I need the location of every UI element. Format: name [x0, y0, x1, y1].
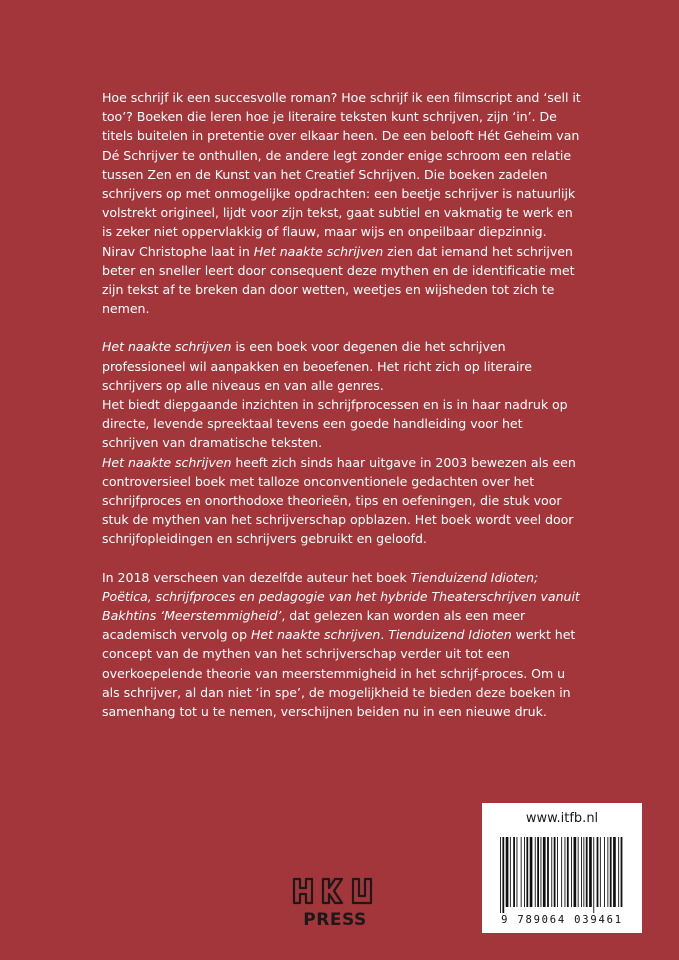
p5-text: heeft zich sinds haar uitgave in 2003 bewezen als een controversieel boek met talloze onconventionele gedachten over het schrijfproces en onorthodoxe theorieën, tips en oefeningen, die stuk voor stuk de mythen van het schrijverschap opblazen. Het boek wordt veel door schrijfopleidingen en schrijvers gebruikt en geloofd. [102, 454, 576, 547]
p4-text: Het biedt diepgaande inzichten in schrijfprocessen en is in haar nadruk op directe, levende spreektaal tevens een goede handleiding voor het schrijven van dramatische teksten. [102, 397, 568, 451]
website-url: www.itfb.nl [525, 811, 599, 826]
p2-part-a: Nirav Christophe laat in [102, 243, 254, 259]
paragraph-sequel [102, 568, 582, 722]
isbn-number: 9 789064 039461 [501, 914, 623, 926]
paragraph-intro [102, 88, 582, 318]
book-title-italic: Het naakte schrijven [253, 243, 384, 259]
hku-press-logo [291, 876, 379, 928]
p2-part-b: zien dat iemand het schrijven beter en sneller leert door consequent deze mythen en de identificatie met zijn tekst af te breken dan door wetten, weetjes en wijsheden tot zich te nemen. [102, 243, 575, 317]
p6-part-a: In 2018 verscheen van dezelfde auteur het boek [102, 569, 411, 585]
book-title-italic: Het naakte schrijven [102, 339, 232, 355]
p6-part-c: . [380, 627, 389, 643]
logo-press-text: PRESS [303, 910, 367, 928]
sequel-title-italic: Tienduizend Idioten [388, 627, 512, 643]
paragraph-audience [102, 337, 582, 548]
barcode-panel [482, 803, 642, 933]
book-title-italic: Het naakte schrijven [102, 454, 232, 470]
book-title-italic: Het naakte schrijven [250, 627, 381, 643]
back-cover-text [102, 88, 582, 721]
barcode-icon [498, 837, 626, 913]
author-intro-text [102, 244, 574, 317]
p6-part-b: , dat gelezen kan worden als een meer academisch vervolg op [102, 608, 526, 643]
p3-text: is een boek voor degenen die het schrijven professioneel wil aanpakken en beoefenen. Het richt zich op literaire schrijvers op alle niveaus en van alle genres. [102, 339, 532, 393]
sequel-title-italic: Tienduizend Idioten; Poëtica, schrijfproces en pedagogie van het hybride Theaterschrijven vanuit Bakhtins ‘Meerstemmigheid’ [102, 569, 580, 624]
p6-part-d: werkt het concept van de mythen van het schrijverschap verder uit tot een overkoepelende theorie van meerstemmigheid in het schrijf-proces. Om u als schrijver, al dan niet ‘in spe’, de mogelijkheid te bieden deze boeken in samenhang tot u te nemen, verschijnen beiden nu in een nieuwe druk. [102, 627, 576, 720]
hku-press-logo-icon [291, 876, 379, 928]
intro-text: Hoe schrijf ik een succesvolle roman? Hoe schrijf ik een filmscript and ‘sell it too’? Boeken die leren hoe je literaire teksten kunt schrijven, zijn ‘in’. De titels buitelen in pretentie over elkaar heen. De een belooft Hét Geheim van Dé Schrijver te onthullen, de andere legt zonder enige schroom een relatie tussen Zen en de Kunst van het Creatief Schrijven. Die boeken zadelen schrijvers op met onmogelijke opdrachten: een beetje schrijver is natuurlijk volstrekt origineel, lijdt voor zijn tekst, gaat subtiel en vakmatig te werk en is zeker niet oppervlakkig of flauw, maar wijs en onpeilbaar diepzinnig. [102, 90, 581, 240]
